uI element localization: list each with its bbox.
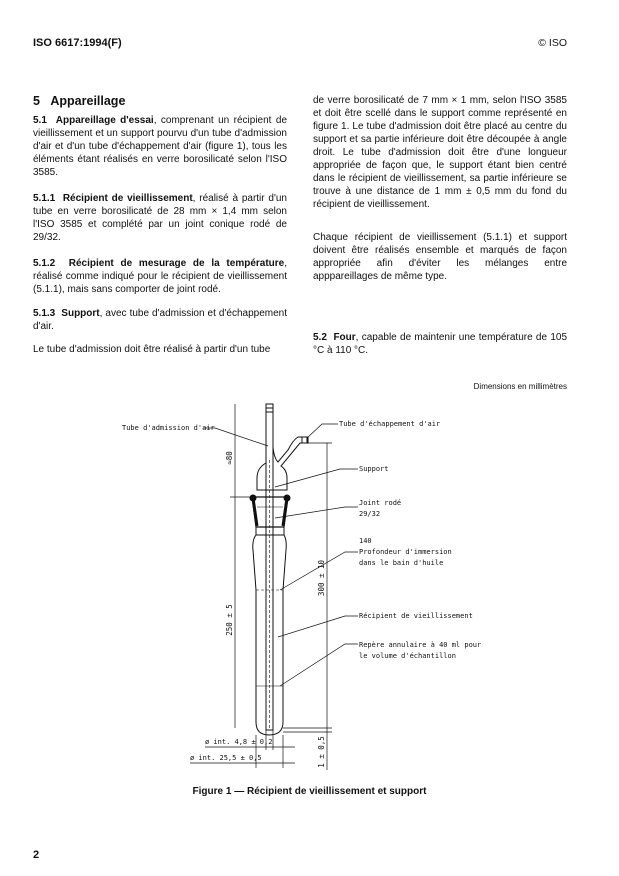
label-vessel: Récipient de vieillissement [359,612,473,620]
dim-total: 300 ± 10 [317,559,326,597]
paragraph-inlet-tube-continued: de verre borosilicaté de 7 mm × 1 mm, selon l'ISO 3585 et doit être scellé dans le support comme représenté en figure 1. Le tube d'admission doit être placé au centre du support et sa partie inférieure doit être découpée à angle droit. Le tube d'admission doit être d'une longueur appropriée de façon que, le support étant bien centré dans le récipient de vieillissement, sa partie inférieure se trouve à une distance de 1 mm ± 0,5 mm du fond du récipient de vieillissement. [313,95,567,210]
label-joint: Joint rodé [359,499,402,507]
clause-title: Récipient de mesurage de la température [68,258,285,269]
label-ring-mark: Repère annulaire à 40 ml pour [359,641,482,649]
label-depth-value: 140 [359,537,372,545]
clause-text: , réalisé comme indiqué pour le récipient de vieillissement (5.1.1), mais sans comporter de joint rodé. [33,258,287,295]
document-id: ISO 6617:1994(F) [33,37,122,49]
clause-number: 5.1 [33,115,47,126]
dim-inner-vessel: ø int. 25,5 ± 0,5 [190,754,262,762]
dim-inner-tube: ø int. 4,8 ± 0,2 [205,738,273,746]
clause-number: 5.1.1 [33,193,56,204]
label-joint-size: 29/32 [359,510,381,518]
clause-title: Support [61,308,100,319]
clause-text: , capable de maintenir une température de 105 °C à 110 °C. [313,332,568,356]
label-depth: Profondeur d'immersion [359,548,452,556]
label-depth-bath: dans le bain d'huile [359,559,444,567]
paragraph-inlet-tube-start: Le tube d'admission doit être réalisé à partir d'un tube [33,344,271,355]
paragraph-marking: Chaque récipient de vieillissement (5.1.1) et support doivent être réalisés ensemble et marqués de façon appropriée afin d'éviter les mélanges entre apppareillages de même type. [313,232,567,282]
clause-title: Four [333,332,356,343]
section-title: Appareillage [50,94,126,108]
copyright: © ISO [538,37,567,49]
clause-text: , réalisé à partir d'un tube en verre borosilicaté de 28 mm × 1,4 mm selon l'ISO 3585 et complété par un joint conique rodé de 29/32. [33,193,287,243]
label-inlet-tube: Tube d'admission d'air [122,424,215,432]
units-note: Dimensions en millimètres [473,382,567,391]
clause-title: Appareillage d'essai [55,115,154,126]
figure-caption: Figure 1 — Récipient de vieillissement et support [192,786,427,797]
inlet-tube [266,404,273,730]
label-outlet-tube: Tube d'échappement d'air [339,420,441,428]
clause-number: 5.1.3 [33,308,56,319]
dim-gap: 1 ± 0,5 [317,736,326,768]
section-number: 5 [33,94,40,108]
page-number: 2 [33,849,40,861]
label-sample-volume: le volume d'échantillon [359,652,456,660]
clause-number: 5.2 [313,332,327,343]
dim-length: 250 ± 5 [225,604,234,636]
clause-text: , avec tube d'admission et d'échappement d'air. [33,308,287,332]
label-support: Support [359,465,389,473]
clause-text: , comprenant un récipient de vieillissement et un support pourvu d'un tube d'admission d'air et d'un tube d'échappement d'air (figure 1), tous les éléments étant réalisés en verre borosilicaté selon l'ISO 3585. [33,115,287,178]
dim-top: ≈80 [225,451,234,465]
clause-title: Récipient de vieillissement [62,193,193,204]
clause-number: 5.1.2 [33,258,56,269]
